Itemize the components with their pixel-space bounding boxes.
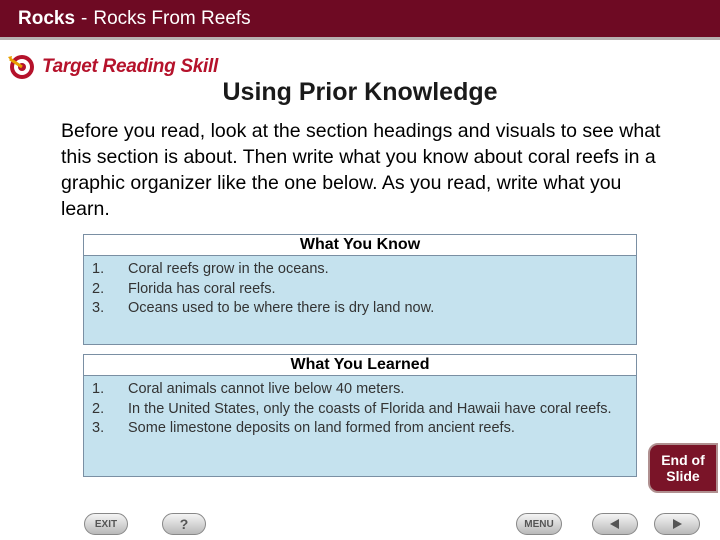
title-separator: - — [81, 7, 88, 29]
item-number: 2. — [92, 280, 105, 297]
what-you-learned-table — [83, 354, 637, 477]
item-text: Coral animals cannot live below 40 meters. — [128, 381, 405, 397]
item-text: Oceans used to be where there is dry land now. — [128, 300, 435, 316]
arrow-left-icon — [607, 518, 623, 530]
list-item — [84, 400, 636, 420]
item-text: Some limestone deposits on land formed from ancient reefs. — [128, 420, 515, 436]
menu-button[interactable]: MENU — [516, 513, 562, 535]
item-number: 3. — [92, 300, 105, 316]
title-bar — [0, 0, 720, 40]
page-heading: Using Prior Knowledge — [222, 78, 498, 106]
help-button[interactable]: ? — [162, 513, 206, 535]
item-number: 2. — [92, 400, 105, 417]
list-item — [84, 419, 636, 439]
arrow-right-icon — [669, 518, 685, 530]
what-you-know-table — [83, 234, 637, 345]
exit-button[interactable]: EXIT — [84, 513, 128, 535]
list-item — [84, 260, 636, 280]
section-title: Rocks From Reefs — [93, 7, 251, 29]
item-text: Coral reefs grow in the oceans. — [128, 261, 329, 277]
what-you-learned-body — [84, 376, 636, 476]
nav-bar — [0, 505, 720, 540]
list-item — [84, 380, 636, 400]
item-number: 3. — [92, 420, 105, 436]
list-item — [84, 299, 636, 319]
item-text: Florida has coral reefs. — [128, 280, 276, 297]
target-icon — [8, 53, 36, 81]
skill-label: Target Reading Skill — [42, 56, 218, 77]
next-button[interactable] — [654, 513, 700, 535]
end-of-slide-button[interactable]: End of Slide — [648, 443, 718, 493]
item-text: In the United States, only the coasts of Florida and Hawaii have coral reefs. — [128, 400, 612, 417]
what-you-know-body — [84, 256, 636, 344]
what-you-learned-header: What You Learned — [84, 355, 636, 376]
chapter-title: Rocks — [18, 7, 76, 29]
previous-button[interactable] — [592, 513, 638, 535]
item-number: 1. — [92, 261, 105, 277]
list-item — [84, 280, 636, 300]
item-number: 1. — [92, 381, 105, 397]
intro-paragraph: Before you read, look at the section headings and visuals to see what this section is about. Then write what you know about coral reefs in a graphic organizer like the one below. As you read, write what you learn. — [61, 120, 661, 220]
what-you-know-header: What You Know — [84, 235, 636, 256]
